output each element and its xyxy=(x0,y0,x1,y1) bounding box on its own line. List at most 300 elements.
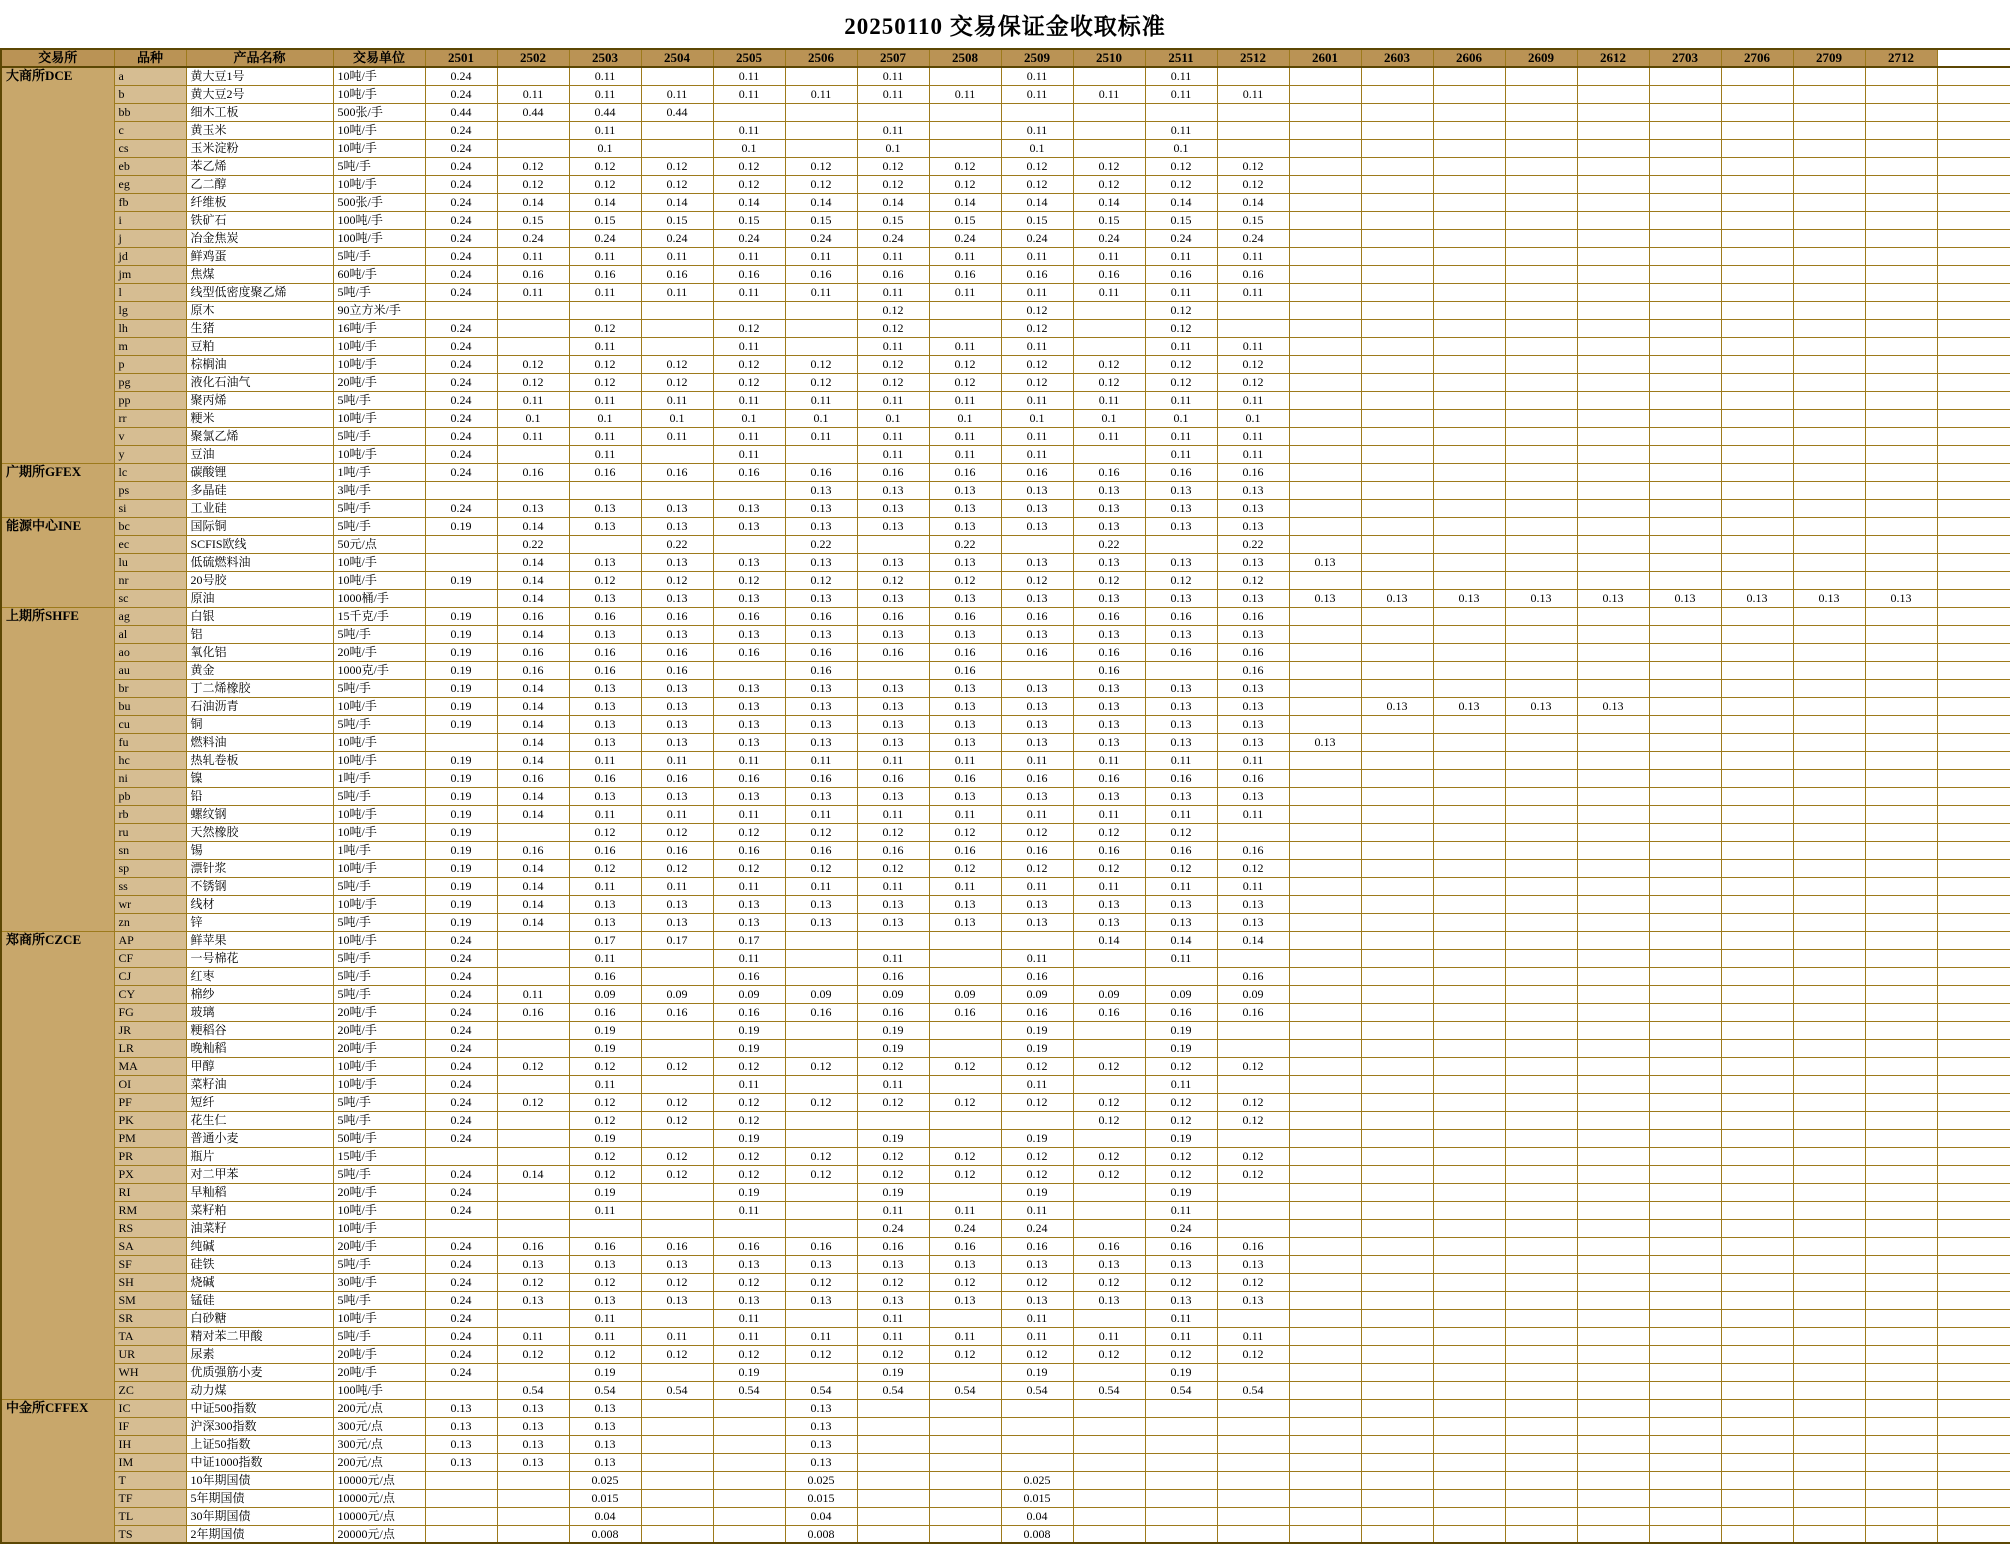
margin-value-cell[interactable] xyxy=(1793,1327,1865,1345)
margin-value-cell[interactable] xyxy=(1361,1471,1433,1489)
margin-value-cell[interactable] xyxy=(1289,823,1361,841)
margin-value-cell[interactable] xyxy=(1865,1273,1937,1291)
margin-value-cell[interactable] xyxy=(1793,1111,1865,1129)
margin-value-cell[interactable]: 0.12 xyxy=(641,1345,713,1363)
margin-value-cell[interactable] xyxy=(1289,139,1361,157)
margin-value-cell[interactable]: 0.19 xyxy=(713,1129,785,1147)
margin-value-cell[interactable] xyxy=(1649,1183,1721,1201)
margin-value-cell[interactable]: 0.11 xyxy=(713,877,785,895)
margin-value-cell[interactable] xyxy=(1865,355,1937,373)
margin-value-cell[interactable] xyxy=(1433,823,1505,841)
margin-value-cell[interactable] xyxy=(1289,985,1361,1003)
margin-value-cell[interactable] xyxy=(1865,823,1937,841)
margin-value-cell[interactable] xyxy=(1865,787,1937,805)
margin-value-cell[interactable]: 0.19 xyxy=(425,607,497,625)
code-cell[interactable]: bu xyxy=(114,697,186,715)
margin-value-cell[interactable]: 0.11 xyxy=(1145,67,1217,85)
margin-value-cell[interactable]: 0.13 xyxy=(1793,589,1865,607)
margin-value-cell[interactable] xyxy=(1505,931,1577,949)
margin-value-cell[interactable]: 0.13 xyxy=(857,1291,929,1309)
margin-value-cell[interactable]: 0.13 xyxy=(1217,697,1289,715)
trade-unit-cell[interactable]: 300元/点 xyxy=(333,1417,425,1435)
margin-value-cell[interactable]: 0.24 xyxy=(425,1057,497,1075)
code-cell[interactable]: y xyxy=(114,445,186,463)
margin-value-cell[interactable] xyxy=(641,1021,713,1039)
margin-value-cell[interactable] xyxy=(1505,1309,1577,1327)
margin-value-cell[interactable]: 0.13 xyxy=(1001,697,1073,715)
margin-value-cell[interactable] xyxy=(1793,121,1865,139)
margin-value-cell[interactable]: 0.16 xyxy=(785,265,857,283)
margin-value-cell[interactable] xyxy=(569,1219,641,1237)
margin-value-cell[interactable] xyxy=(1649,373,1721,391)
margin-value-cell[interactable]: 0.14 xyxy=(497,859,569,877)
margin-value-cell[interactable] xyxy=(1361,715,1433,733)
margin-value-cell[interactable]: 0.11 xyxy=(569,1201,641,1219)
code-cell[interactable]: br xyxy=(114,679,186,697)
margin-value-cell[interactable] xyxy=(1721,409,1793,427)
margin-value-cell[interactable]: 0.13 xyxy=(1001,499,1073,517)
margin-value-cell[interactable]: 0.13 xyxy=(1433,697,1505,715)
margin-value-cell[interactable]: 0.44 xyxy=(425,103,497,121)
margin-value-cell[interactable] xyxy=(1145,1417,1217,1435)
margin-value-cell[interactable]: 0.13 xyxy=(785,733,857,751)
margin-value-cell[interactable] xyxy=(1289,859,1361,877)
margin-value-cell[interactable] xyxy=(1361,913,1433,931)
margin-value-cell[interactable] xyxy=(1721,1057,1793,1075)
margin-value-cell[interactable] xyxy=(1289,1021,1361,1039)
margin-value-cell[interactable]: 0.24 xyxy=(425,1183,497,1201)
margin-value-cell[interactable] xyxy=(1793,859,1865,877)
margin-value-cell[interactable] xyxy=(1289,877,1361,895)
margin-value-cell[interactable] xyxy=(1793,1183,1865,1201)
margin-value-cell[interactable] xyxy=(1001,1399,1073,1417)
margin-value-cell[interactable]: 0.12 xyxy=(1145,1345,1217,1363)
margin-value-cell[interactable] xyxy=(1649,499,1721,517)
margin-value-cell[interactable] xyxy=(1793,67,1865,85)
margin-value-cell[interactable] xyxy=(1865,103,1937,121)
margin-value-cell[interactable]: 0.22 xyxy=(929,535,1001,553)
margin-value-cell[interactable]: 0.13 xyxy=(857,481,929,499)
margin-value-cell[interactable] xyxy=(1649,1525,1721,1543)
margin-value-cell[interactable]: 0.11 xyxy=(1073,391,1145,409)
margin-value-cell[interactable] xyxy=(1289,1147,1361,1165)
trade-unit-cell[interactable]: 10吨/手 xyxy=(333,895,425,913)
margin-value-cell[interactable] xyxy=(1361,1417,1433,1435)
margin-value-cell[interactable]: 0.11 xyxy=(497,85,569,103)
margin-value-cell[interactable] xyxy=(1721,1309,1793,1327)
margin-value-cell[interactable] xyxy=(1721,1183,1793,1201)
margin-value-cell[interactable] xyxy=(1289,895,1361,913)
header-cell-month[interactable]: 2507 xyxy=(857,49,929,67)
margin-value-cell[interactable]: 0.19 xyxy=(425,895,497,913)
margin-value-cell[interactable] xyxy=(713,535,785,553)
margin-value-cell[interactable] xyxy=(1145,1507,1217,1525)
margin-value-cell[interactable] xyxy=(1217,103,1289,121)
margin-value-cell[interactable] xyxy=(1721,229,1793,247)
margin-value-cell[interactable]: 0.12 xyxy=(929,571,1001,589)
product-name-cell[interactable]: 鲜苹果 xyxy=(186,931,333,949)
margin-value-cell[interactable] xyxy=(1865,679,1937,697)
margin-value-cell[interactable] xyxy=(1577,517,1649,535)
margin-value-cell[interactable]: 0.13 xyxy=(1433,589,1505,607)
margin-value-cell[interactable]: 0.12 xyxy=(1001,157,1073,175)
margin-value-cell[interactable]: 0.11 xyxy=(641,1327,713,1345)
margin-value-cell[interactable] xyxy=(1505,463,1577,481)
margin-value-cell[interactable]: 0.13 xyxy=(1001,517,1073,535)
margin-value-cell[interactable] xyxy=(1865,1129,1937,1147)
margin-value-cell[interactable]: 0.19 xyxy=(1145,1039,1217,1057)
margin-value-cell[interactable] xyxy=(1505,427,1577,445)
margin-value-cell[interactable]: 0.11 xyxy=(929,751,1001,769)
margin-value-cell[interactable] xyxy=(1433,751,1505,769)
margin-value-cell[interactable] xyxy=(1505,1021,1577,1039)
trade-unit-cell[interactable]: 3吨/手 xyxy=(333,481,425,499)
margin-value-cell[interactable]: 0.14 xyxy=(785,193,857,211)
margin-value-cell[interactable]: 0.16 xyxy=(1073,265,1145,283)
margin-value-cell[interactable]: 0.16 xyxy=(1145,1237,1217,1255)
header-cell-month[interactable]: 2510 xyxy=(1073,49,1145,67)
margin-value-cell[interactable]: 0.16 xyxy=(569,841,641,859)
margin-value-cell[interactable]: 0.12 xyxy=(929,859,1001,877)
margin-value-cell[interactable] xyxy=(1865,301,1937,319)
margin-value-cell[interactable] xyxy=(1361,85,1433,103)
margin-value-cell[interactable] xyxy=(1865,373,1937,391)
margin-value-cell[interactable]: 0.11 xyxy=(713,67,785,85)
margin-value-cell[interactable]: 0.24 xyxy=(929,229,1001,247)
margin-value-cell[interactable]: 0.12 xyxy=(785,1147,857,1165)
margin-value-cell[interactable] xyxy=(1433,517,1505,535)
margin-value-cell[interactable] xyxy=(1361,949,1433,967)
margin-value-cell[interactable]: 0.13 xyxy=(1217,733,1289,751)
margin-value-cell[interactable] xyxy=(1577,841,1649,859)
margin-value-cell[interactable]: 0.16 xyxy=(785,1237,857,1255)
margin-value-cell[interactable]: 0.11 xyxy=(713,247,785,265)
margin-value-cell[interactable] xyxy=(1865,1507,1937,1525)
margin-value-cell[interactable]: 0.13 xyxy=(857,499,929,517)
header-cell-month[interactable]: 2512 xyxy=(1217,49,1289,67)
margin-value-cell[interactable] xyxy=(1577,751,1649,769)
margin-value-cell[interactable] xyxy=(857,1453,929,1471)
margin-value-cell[interactable] xyxy=(1289,787,1361,805)
margin-value-cell[interactable]: 0.11 xyxy=(1217,1327,1289,1345)
margin-value-cell[interactable] xyxy=(1361,499,1433,517)
margin-value-cell[interactable]: 0.24 xyxy=(425,175,497,193)
margin-value-cell[interactable]: 0.13 xyxy=(569,715,641,733)
margin-value-cell[interactable] xyxy=(1649,607,1721,625)
margin-value-cell[interactable] xyxy=(1721,1399,1793,1417)
margin-value-cell[interactable]: 0.11 xyxy=(929,877,1001,895)
margin-value-cell[interactable]: 0.12 xyxy=(1217,1147,1289,1165)
margin-value-cell[interactable] xyxy=(1361,643,1433,661)
margin-value-cell[interactable]: 0.1 xyxy=(1145,139,1217,157)
margin-value-cell[interactable]: 0.13 xyxy=(569,1399,641,1417)
margin-value-cell[interactable]: 0.09 xyxy=(1145,985,1217,1003)
margin-value-cell[interactable] xyxy=(1865,571,1937,589)
margin-value-cell[interactable]: 0.13 xyxy=(857,895,929,913)
margin-value-cell[interactable]: 0.16 xyxy=(497,265,569,283)
margin-value-cell[interactable]: 0.12 xyxy=(569,355,641,373)
margin-value-cell[interactable] xyxy=(713,1399,785,1417)
margin-value-cell[interactable] xyxy=(1361,535,1433,553)
margin-value-cell[interactable]: 0.24 xyxy=(425,1165,497,1183)
margin-value-cell[interactable] xyxy=(857,103,929,121)
margin-value-cell[interactable] xyxy=(1865,697,1937,715)
margin-value-cell[interactable] xyxy=(1865,1381,1937,1399)
margin-value-cell[interactable]: 0.12 xyxy=(1001,1273,1073,1291)
margin-value-cell[interactable] xyxy=(1433,949,1505,967)
margin-value-cell[interactable] xyxy=(1361,67,1433,85)
trade-unit-cell[interactable]: 5吨/手 xyxy=(333,391,425,409)
margin-value-cell[interactable] xyxy=(1361,427,1433,445)
margin-value-cell[interactable] xyxy=(1577,445,1649,463)
margin-value-cell[interactable]: 0.15 xyxy=(497,211,569,229)
margin-value-cell[interactable]: 0.15 xyxy=(1001,211,1073,229)
margin-value-cell[interactable]: 0.16 xyxy=(929,1237,1001,1255)
margin-value-cell[interactable] xyxy=(857,1525,929,1543)
margin-value-cell[interactable] xyxy=(1433,337,1505,355)
margin-value-cell[interactable] xyxy=(1505,1381,1577,1399)
margin-value-cell[interactable] xyxy=(1577,1399,1649,1417)
margin-value-cell[interactable]: 0.12 xyxy=(1073,1345,1145,1363)
margin-value-cell[interactable] xyxy=(1721,355,1793,373)
code-cell[interactable]: RM xyxy=(114,1201,186,1219)
margin-value-cell[interactable]: 0.19 xyxy=(569,1363,641,1381)
margin-value-cell[interactable] xyxy=(1505,1417,1577,1435)
margin-value-cell[interactable] xyxy=(1793,1525,1865,1543)
margin-value-cell[interactable] xyxy=(1361,1147,1433,1165)
margin-value-cell[interactable]: 0.16 xyxy=(1001,1003,1073,1021)
margin-value-cell[interactable] xyxy=(1649,391,1721,409)
margin-value-cell[interactable] xyxy=(713,103,785,121)
product-name-cell[interactable]: 烧碱 xyxy=(186,1273,333,1291)
margin-value-cell[interactable] xyxy=(1217,823,1289,841)
margin-value-cell[interactable] xyxy=(785,1075,857,1093)
margin-value-cell[interactable] xyxy=(1433,1291,1505,1309)
margin-value-cell[interactable] xyxy=(1865,607,1937,625)
margin-value-cell[interactable] xyxy=(1793,463,1865,481)
margin-value-cell[interactable] xyxy=(1721,769,1793,787)
product-name-cell[interactable]: 黄大豆2号 xyxy=(186,85,333,103)
margin-value-cell[interactable] xyxy=(497,949,569,967)
margin-value-cell[interactable] xyxy=(1361,553,1433,571)
margin-value-cell[interactable]: 0.11 xyxy=(929,391,1001,409)
code-cell[interactable]: ao xyxy=(114,643,186,661)
margin-value-cell[interactable] xyxy=(1649,679,1721,697)
margin-value-cell[interactable] xyxy=(1001,103,1073,121)
margin-value-cell[interactable] xyxy=(1577,733,1649,751)
margin-value-cell[interactable] xyxy=(1505,517,1577,535)
margin-value-cell[interactable]: 0.19 xyxy=(713,1021,785,1039)
margin-value-cell[interactable] xyxy=(1793,1507,1865,1525)
product-name-cell[interactable]: 纤维板 xyxy=(186,193,333,211)
margin-value-cell[interactable] xyxy=(1721,1165,1793,1183)
margin-value-cell[interactable] xyxy=(425,1381,497,1399)
margin-value-cell[interactable] xyxy=(1505,1255,1577,1273)
trade-unit-cell[interactable]: 20吨/手 xyxy=(333,373,425,391)
margin-value-cell[interactable] xyxy=(1433,175,1505,193)
code-cell[interactable]: CF xyxy=(114,949,186,967)
margin-value-cell[interactable] xyxy=(1505,1345,1577,1363)
margin-value-cell[interactable] xyxy=(1865,1093,1937,1111)
margin-value-cell[interactable]: 0.11 xyxy=(857,1201,929,1219)
margin-value-cell[interactable]: 0.13 xyxy=(1217,1255,1289,1273)
margin-value-cell[interactable] xyxy=(1865,211,1937,229)
margin-value-cell[interactable] xyxy=(1649,1129,1721,1147)
margin-value-cell[interactable] xyxy=(1361,1111,1433,1129)
margin-value-cell[interactable] xyxy=(1433,967,1505,985)
margin-value-cell[interactable] xyxy=(1433,1021,1505,1039)
margin-value-cell[interactable] xyxy=(1577,625,1649,643)
margin-value-cell[interactable] xyxy=(1793,823,1865,841)
margin-value-cell[interactable]: 0.14 xyxy=(1145,193,1217,211)
margin-value-cell[interactable] xyxy=(425,1219,497,1237)
margin-value-cell[interactable] xyxy=(1289,1255,1361,1273)
margin-value-cell[interactable] xyxy=(1577,355,1649,373)
margin-value-cell[interactable] xyxy=(785,1309,857,1327)
margin-value-cell[interactable]: 0.13 xyxy=(713,499,785,517)
margin-value-cell[interactable] xyxy=(1361,1219,1433,1237)
margin-value-cell[interactable] xyxy=(1289,1093,1361,1111)
margin-value-cell[interactable] xyxy=(1865,1525,1937,1543)
margin-value-cell[interactable] xyxy=(713,1219,785,1237)
margin-value-cell[interactable] xyxy=(1865,1309,1937,1327)
margin-value-cell[interactable] xyxy=(1505,841,1577,859)
margin-value-cell[interactable]: 0.24 xyxy=(425,1111,497,1129)
margin-value-cell[interactable] xyxy=(1721,175,1793,193)
margin-value-cell[interactable]: 0.13 xyxy=(497,1453,569,1471)
margin-value-cell[interactable] xyxy=(1793,409,1865,427)
margin-value-cell[interactable] xyxy=(1217,1471,1289,1489)
margin-value-cell[interactable]: 0.19 xyxy=(425,751,497,769)
margin-value-cell[interactable] xyxy=(1649,409,1721,427)
margin-value-cell[interactable] xyxy=(1289,391,1361,409)
margin-value-cell[interactable]: 0.16 xyxy=(641,661,713,679)
margin-value-cell[interactable]: 0.12 xyxy=(929,373,1001,391)
margin-value-cell[interactable]: 0.12 xyxy=(713,1345,785,1363)
margin-value-cell[interactable] xyxy=(1433,1435,1505,1453)
margin-value-cell[interactable]: 0.14 xyxy=(497,589,569,607)
product-name-cell[interactable]: 铅 xyxy=(186,787,333,805)
margin-value-cell[interactable]: 0.19 xyxy=(713,1363,785,1381)
margin-value-cell[interactable]: 0.13 xyxy=(713,697,785,715)
margin-value-cell[interactable] xyxy=(1289,769,1361,787)
margin-value-cell[interactable]: 0.11 xyxy=(857,805,929,823)
margin-value-cell[interactable] xyxy=(1289,337,1361,355)
margin-value-cell[interactable] xyxy=(1577,265,1649,283)
margin-value-cell[interactable]: 0.15 xyxy=(641,211,713,229)
margin-value-cell[interactable] xyxy=(1433,247,1505,265)
margin-value-cell[interactable] xyxy=(1649,463,1721,481)
margin-value-cell[interactable] xyxy=(1505,355,1577,373)
margin-value-cell[interactable] xyxy=(497,1147,569,1165)
margin-value-cell[interactable]: 0.24 xyxy=(497,229,569,247)
margin-value-cell[interactable] xyxy=(1793,769,1865,787)
margin-value-cell[interactable]: 0.11 xyxy=(1217,283,1289,301)
margin-value-cell[interactable] xyxy=(1649,319,1721,337)
margin-value-cell[interactable] xyxy=(1721,949,1793,967)
margin-value-cell[interactable]: 0.11 xyxy=(1001,949,1073,967)
margin-value-cell[interactable] xyxy=(1649,1057,1721,1075)
margin-value-cell[interactable]: 0.13 xyxy=(857,697,929,715)
margin-value-cell[interactable] xyxy=(1073,1453,1145,1471)
margin-value-cell[interactable]: 0.16 xyxy=(641,1003,713,1021)
margin-value-cell[interactable]: 0.19 xyxy=(569,1021,641,1039)
margin-value-cell[interactable]: 0.11 xyxy=(1145,391,1217,409)
margin-value-cell[interactable]: 0.11 xyxy=(857,877,929,895)
product-name-cell[interactable]: 生猪 xyxy=(186,319,333,337)
margin-value-cell[interactable]: 0.12 xyxy=(569,1165,641,1183)
margin-value-cell[interactable] xyxy=(1505,1237,1577,1255)
margin-value-cell[interactable] xyxy=(785,67,857,85)
product-name-cell[interactable]: 晚籼稻 xyxy=(186,1039,333,1057)
trade-unit-cell[interactable]: 5吨/手 xyxy=(333,499,425,517)
trade-unit-cell[interactable]: 5吨/手 xyxy=(333,1291,425,1309)
trade-unit-cell[interactable]: 1000克/手 xyxy=(333,661,425,679)
margin-value-cell[interactable] xyxy=(1433,607,1505,625)
product-name-cell[interactable]: 普通小麦 xyxy=(186,1129,333,1147)
margin-value-cell[interactable]: 0.16 xyxy=(1073,463,1145,481)
margin-value-cell[interactable] xyxy=(1289,1183,1361,1201)
margin-value-cell[interactable]: 0.16 xyxy=(857,967,929,985)
margin-value-cell[interactable]: 0.19 xyxy=(857,1183,929,1201)
margin-value-cell[interactable] xyxy=(1217,1489,1289,1507)
margin-value-cell[interactable] xyxy=(1577,1219,1649,1237)
margin-value-cell[interactable]: 0.13 xyxy=(1001,625,1073,643)
margin-value-cell[interactable] xyxy=(1577,409,1649,427)
margin-value-cell[interactable]: 0.12 xyxy=(1001,175,1073,193)
margin-value-cell[interactable]: 0.12 xyxy=(1001,1057,1073,1075)
margin-value-cell[interactable]: 0.13 xyxy=(1073,679,1145,697)
margin-value-cell[interactable] xyxy=(929,1489,1001,1507)
product-name-cell[interactable]: 10年期国债 xyxy=(186,1471,333,1489)
margin-value-cell[interactable]: 0.13 xyxy=(641,733,713,751)
code-cell[interactable]: cu xyxy=(114,715,186,733)
margin-value-cell[interactable] xyxy=(785,1039,857,1057)
margin-value-cell[interactable] xyxy=(641,1201,713,1219)
trade-unit-cell[interactable]: 10吨/手 xyxy=(333,553,425,571)
margin-value-cell[interactable] xyxy=(1505,679,1577,697)
margin-value-cell[interactable] xyxy=(1865,535,1937,553)
margin-value-cell[interactable] xyxy=(1361,625,1433,643)
margin-value-cell[interactable]: 0.16 xyxy=(713,463,785,481)
header-cell-month[interactable]: 2712 xyxy=(1865,49,1937,67)
margin-value-cell[interactable]: 0.11 xyxy=(1217,805,1289,823)
margin-value-cell[interactable]: 0.025 xyxy=(1001,1471,1073,1489)
margin-value-cell[interactable]: 0.15 xyxy=(929,211,1001,229)
margin-value-cell[interactable]: 0.14 xyxy=(497,895,569,913)
margin-value-cell[interactable]: 0.16 xyxy=(569,643,641,661)
margin-value-cell[interactable] xyxy=(785,1111,857,1129)
margin-value-cell[interactable] xyxy=(1721,1039,1793,1057)
margin-value-cell[interactable] xyxy=(497,823,569,841)
margin-value-cell[interactable]: 0.13 xyxy=(641,517,713,535)
trade-unit-cell[interactable]: 100吨/手 xyxy=(333,229,425,247)
margin-value-cell[interactable]: 0.24 xyxy=(569,229,641,247)
code-cell[interactable]: T xyxy=(114,1471,186,1489)
margin-value-cell[interactable]: 0.12 xyxy=(713,1093,785,1111)
margin-value-cell[interactable] xyxy=(1577,427,1649,445)
margin-value-cell[interactable] xyxy=(641,949,713,967)
margin-value-cell[interactable] xyxy=(1793,319,1865,337)
margin-value-cell[interactable] xyxy=(1793,211,1865,229)
margin-value-cell[interactable]: 0.12 xyxy=(785,157,857,175)
margin-value-cell[interactable] xyxy=(929,1129,1001,1147)
margin-value-cell[interactable]: 0.16 xyxy=(569,661,641,679)
margin-value-cell[interactable] xyxy=(1289,571,1361,589)
trade-unit-cell[interactable]: 5吨/手 xyxy=(333,1111,425,1129)
margin-value-cell[interactable] xyxy=(1289,319,1361,337)
margin-value-cell[interactable] xyxy=(1289,1219,1361,1237)
